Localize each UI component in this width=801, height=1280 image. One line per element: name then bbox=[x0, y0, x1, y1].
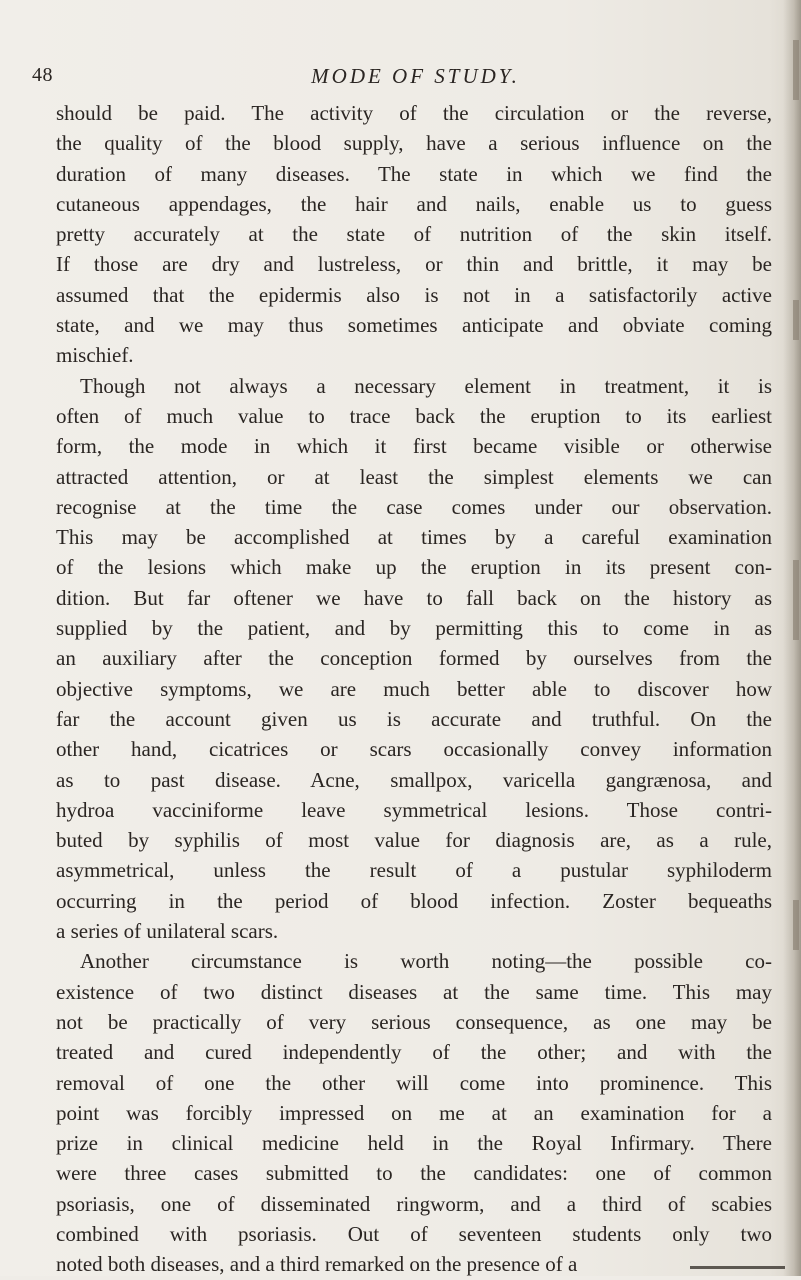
running-head: MODE OF STUDY. bbox=[311, 64, 520, 88]
text-line: other hand, cicatrices or scars occasionally convey information bbox=[56, 737, 772, 762]
text-line: should be paid. The activity of the circulation or the reverse, bbox=[56, 101, 772, 125]
text-line: a series of unilateral scars. bbox=[56, 919, 279, 944]
text-line: removal of one the other will come into prominence. This bbox=[56, 1070, 772, 1095]
page-edge-mark bbox=[793, 900, 799, 950]
text-line: as to past disease. Acne, smallpox, varicella gangrænosa, and bbox=[56, 767, 772, 792]
text-line: hydroa vacciniforme leave symmetrical lesions. Those contri- bbox=[56, 797, 772, 822]
text-line: dition. But far oftener we have to fall back on the history as bbox=[56, 585, 772, 610]
page-bottom-mark bbox=[690, 1266, 785, 1269]
text-line: prize in clinical medicine held in the Royal Infirmary. There bbox=[56, 1131, 772, 1156]
text-line: buted by syphilis of most value for diagnosis are, as a rule, bbox=[56, 828, 772, 853]
text-line: were three cases submitted to the candidates: one of common bbox=[56, 1161, 772, 1186]
text-line: combined with psoriasis. Out of seventeen students only two bbox=[56, 1221, 772, 1246]
text-line: asymmetrical, unless the result of a pustular syphiloderm bbox=[56, 858, 772, 883]
page-edge-mark bbox=[793, 300, 799, 340]
text-line: cutaneous appendages, the hair and nails, enable us to guess bbox=[56, 191, 772, 216]
text-line: existence of two distinct diseases at the same time. This may bbox=[56, 979, 772, 1004]
text-line: point was forcibly impressed on me at an examination for a bbox=[56, 1100, 772, 1125]
text-line: often of much value to trace back the eruption to its earliest bbox=[56, 403, 772, 428]
text-line: noted both diseases, and a third remarked on the presence of a bbox=[56, 1252, 578, 1277]
text-line: psoriasis, one of disseminated ringworm, and a third of scabies bbox=[56, 1191, 772, 1216]
text-line: form, the mode in which it first became visible or otherwise bbox=[56, 434, 772, 459]
page-header bbox=[0, 64, 801, 94]
text-line: the quality of the blood supply, have a serious influence on the bbox=[56, 131, 772, 156]
text-line: assumed that the epidermis also is not in a satisfactorily active bbox=[56, 282, 772, 307]
text-line: duration of many diseases. The state in which we find the bbox=[56, 161, 772, 186]
page-number: 48 bbox=[32, 64, 53, 86]
text-line: pretty accurately at the state of nutrition of the skin itself. bbox=[56, 222, 772, 247]
text-line: treated and cured independently of the other; and with the bbox=[56, 1040, 772, 1065]
text-line: occurring in the period of blood infection. Zoster bequeaths bbox=[56, 888, 772, 913]
text-line: objective symptoms, we are much better able to discover how bbox=[56, 676, 772, 701]
text-line: supplied by the patient, and by permitting this to come in as bbox=[56, 616, 772, 641]
text-line: This may be accomplished at times by a careful examination bbox=[56, 525, 772, 550]
text-line: an auxiliary after the conception formed by ourselves from the bbox=[56, 646, 772, 671]
text-line: far the account given us is accurate and truthful. On the bbox=[56, 706, 772, 731]
page-edge-mark bbox=[793, 560, 799, 640]
text-line: Another circumstance is worth noting—the possible co- bbox=[80, 949, 772, 974]
text-line: not be practically of very serious consequence, as one may be bbox=[56, 1009, 772, 1034]
text-line: mischief. bbox=[56, 343, 134, 368]
text-line: attracted attention, or at least the simplest elements we can bbox=[56, 464, 772, 489]
text-line: Though not always a necessary element in treatment, it is bbox=[80, 373, 772, 398]
text-line: of the lesions which make up the eruption in its present con- bbox=[56, 555, 772, 580]
text-line: If those are dry and lustreless, or thin and brittle, it may be bbox=[56, 252, 772, 277]
text-line: state, and we may thus sometimes anticipate and obviate coming bbox=[56, 313, 772, 338]
body-text bbox=[56, 98, 772, 1280]
text-line: recognise at the time the case comes under our observation. bbox=[56, 494, 772, 519]
